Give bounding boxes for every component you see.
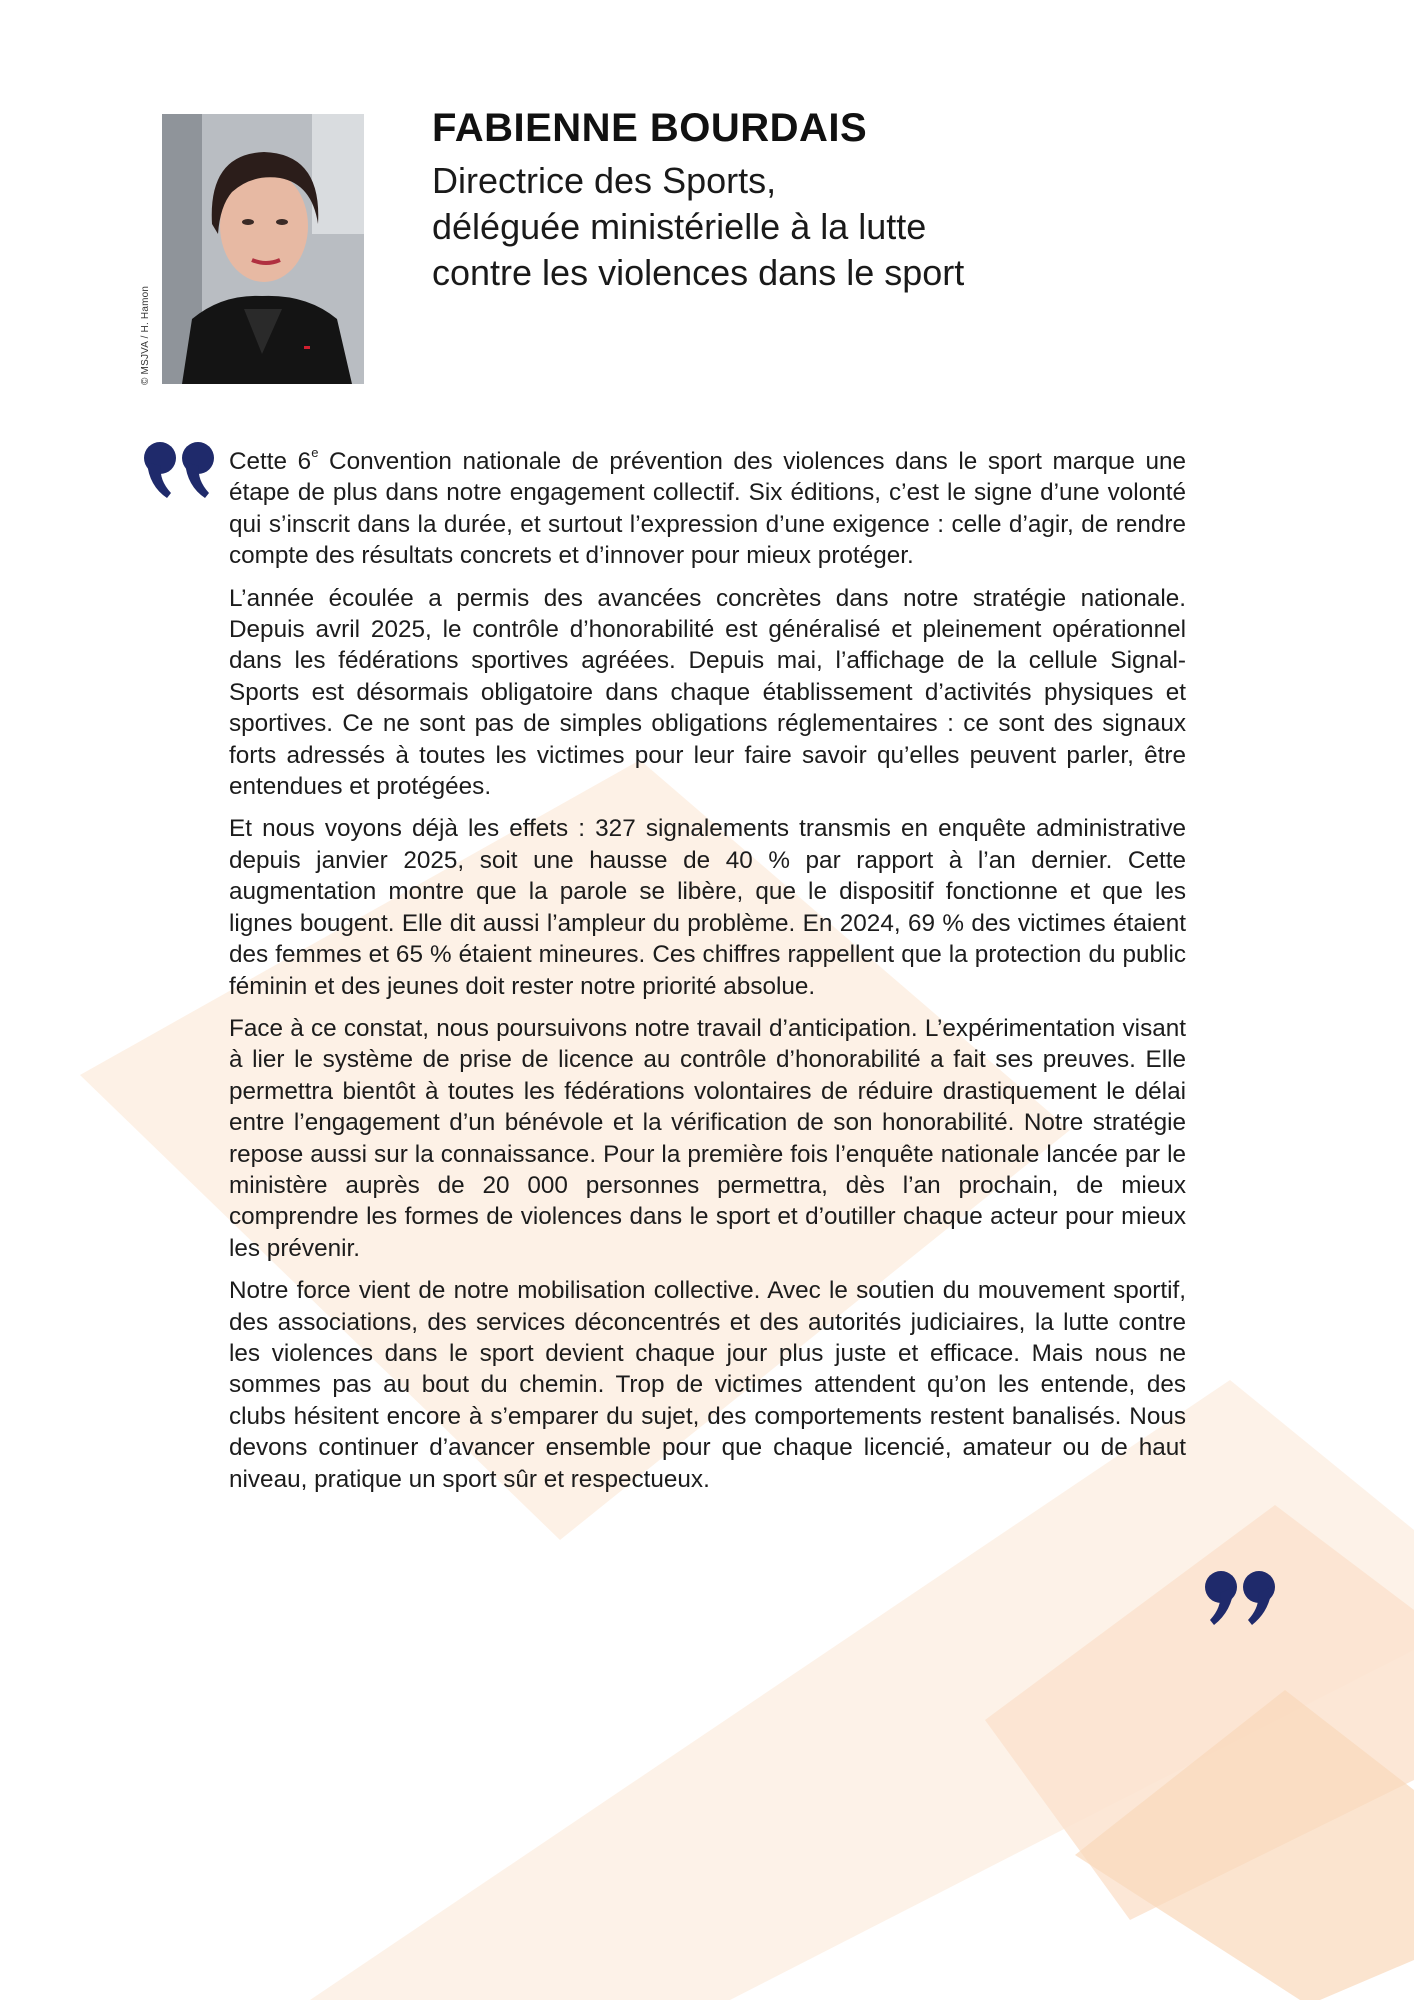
- portrait-photo: [162, 114, 364, 384]
- ordinal-superscript: e: [311, 444, 319, 460]
- paragraph: Et nous voyons déjà les effets : 327 signalements transmis en enquête administrative depuis janvier 2025, soit une hausse de 40 % par rapport à l’an dernier. Cette augmentation montre que la parole se libère, que le dispositif fonctionne et que les lignes bougent. Elle dit aussi l’ampleur du problème. En 2024, 69 % des victimes étaient des femmes et 65 % étaient mineures. Ces chiffres rappellent que la protection du public féminin et des jeunes doit rester notre priorité absolue.: [229, 815, 1186, 1000]
- opening-quotation-mark-icon: [143, 440, 217, 500]
- paragraph: [229, 446, 1186, 572]
- paragraph: Notre force vient de notre mobilisation collective. Avec le soutien du mouvement sportif, des associations, des services déconcentrés et des autorités judiciaires, la lutte contre les violences dans le sport devient chaque jour plus juste et efficace. Mais nous ne sommes pas au bout du chemin. Trop de victimes attendent qu’on les entende, des clubs hésitent encore à s’emparer du sujet, des comportements restent banalisés. Nous devons continuer d’avancer ensemble pour que chaque licencié, amateur ou de haut niveau, pratique un sport sûr et respectueux.: [229, 1277, 1186, 1493]
- person-name: FABIENNE BOURDAIS: [432, 106, 868, 150]
- closing-quotation-mark-icon: [1202, 1567, 1276, 1627]
- paragraph: L’année écoulée a permis des avancées concrètes dans notre stratégie nationale. Depuis avril 2025, le contrôle d’honorabilité est généralisé et pleinement opérationnel dans les fédérations sportives agréées. Depuis mai, l’affichage de la cellule Signal-Sports est désormais obligatoire dans chaque établissement d’activités physiques et sportives. Ce ne sont pas de simples obligations réglementaires : ce sont des signaux forts adressés à toutes les victimes pour leur faire savoir qu’elles peuvent parler, être entendues et protégées.: [229, 584, 1186, 801]
- role-line: Directrice des Sports,: [432, 160, 777, 201]
- role-line: déléguée ministérielle à la lutte: [432, 206, 927, 247]
- person-role: [432, 158, 1132, 296]
- photo-credit: © MSJVA / H. Hamon: [140, 285, 151, 385]
- role-line: contre les violences dans le sport: [432, 252, 965, 293]
- quote-body: [229, 446, 1186, 1506]
- paragraph-rest: Convention nationale de prévention des violences dans le sport marque une étape de plus dans notre engagement collectif. Six éditions, c’est le signe d’une volonté qui s’inscrit dans la durée, et surtout l’expression d’une exigence : celle d’agir, de rendre compte des résultats concrets et d’innover pour mieux protéger.: [229, 448, 1186, 570]
- paragraph: Face à ce constat, nous poursuivons notre travail d’anticipation. L’expérimentation visant à lier le système de prise de licence au contrôle d’honorabilité a fait ses preuves. Elle permettra bientôt à toutes les fédérations volontaires de réduire drastiquement le délai entre l’engagement d’un bénévole et la vérification de son honorabilité. Notre stratégie repose aussi sur la connaissance. Pour la première fois l’enquête nationale lancée par le ministère auprès de 20 000 personnes permettra, dès l’an prochain, de mieux comprendre les formes de violences dans le sport et d’outiller chaque acteur pour mieux les prévenir.: [229, 1014, 1186, 1262]
- paragraph-start: Cette 6: [229, 448, 312, 475]
